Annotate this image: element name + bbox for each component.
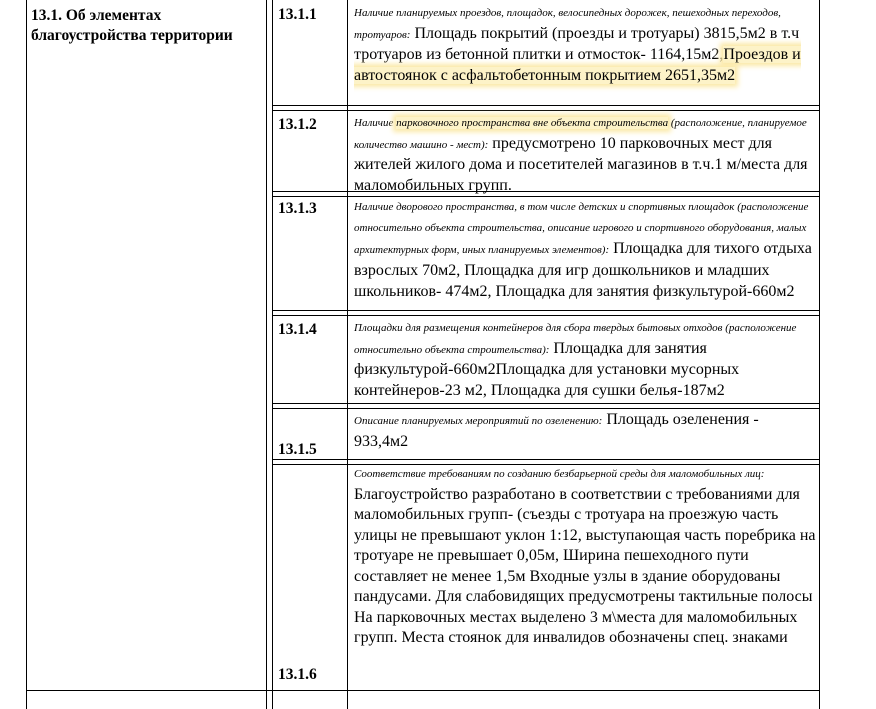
row-separator bbox=[273, 310, 820, 316]
table-bottom-border bbox=[26, 690, 820, 691]
row-label: Наличие bbox=[354, 117, 397, 129]
row-value: Площадка для тихого отдыха взрослых 70м2, Площадка для игр дошкольников и младших школьников- 474м2, Площадка для занятия физкультурой-660м2 bbox=[354, 240, 812, 300]
row-value: Площадка для занятия физкультурой-660м2Площадка для установки мусорных контейнеров-23 м2, Площадка для сушки белья-187м2 bbox=[354, 339, 740, 399]
row-cell bbox=[354, 410, 816, 452]
row-label: Соответствие требованиям по созданию безбарьерной среды для маломобильных лиц: bbox=[354, 468, 765, 480]
row-label: Наличие планируемых проездов, площадок, велосипедных дорожек, пешеходных переходов, тротуаров: bbox=[354, 7, 781, 41]
row-value: Площадь покрытий (проезды и тротуары) 3815,5м2 в т.ч тротуаров из бетонной плитки и отмосток- 1164,15м2, bbox=[354, 24, 800, 63]
row-separator bbox=[273, 403, 820, 409]
row-separator bbox=[273, 105, 820, 111]
row-label: (расположение, планируемое количество машино - мест): bbox=[354, 117, 807, 151]
row-label: Площадки для размещения контейнеров для сбора твердых бытовых отходов (расположение относительно объекта строительства): bbox=[354, 322, 797, 356]
row-cell bbox=[354, 463, 816, 649]
highlighted-label: парковочного пространства вне объекта строительства bbox=[396, 117, 669, 129]
row-cell bbox=[354, 112, 816, 196]
row-number: 13.1.6 bbox=[278, 666, 317, 683]
row-value: Площадь озеленения - 933,4м2 bbox=[354, 411, 759, 450]
row-cell bbox=[354, 317, 816, 401]
row-label: Описание планируемых мероприятий по озеленению: bbox=[354, 415, 603, 427]
section-title: 13.1. Об элементах благоустройства территории bbox=[31, 7, 233, 44]
row-value: предусмотрено 10 парковочных мест для жителей жилого дома и посетителей магазинов в т.ч.1 м/места для маломобильных групп. bbox=[354, 134, 808, 194]
row-label: Наличие дворового пространства, в том числе детских и спортивных площадок (расположение относительно объекта строительства, описание игрового и спортивного оборудования, малых архитектурных форм, иных планируемых элементов): bbox=[354, 201, 809, 256]
table-left-border bbox=[26, 0, 27, 709]
row-number: 13.1.2 bbox=[278, 116, 317, 133]
highlighted-value: Проездов и автостоянок с асфальтобетонным покрытием 2651,35м2 bbox=[354, 46, 801, 84]
row-number: 13.1.3 bbox=[278, 200, 317, 217]
column-divider-double bbox=[266, 0, 273, 709]
row-cell bbox=[354, 2, 816, 86]
row-cell bbox=[354, 196, 816, 302]
row-number: 13.1.1 bbox=[278, 6, 317, 23]
row-number: 13.1.5 bbox=[278, 441, 317, 458]
row-value: Благоустройство разработано в соответствии с требованиями для маломобильных групп- (съезды с тротуара на проезжую часть улицы не превышают уклон 1:12, выступающая часть поребрика на тротуаре не превышает 0,05м, Ширина пешеходного пути составляет не менее 1,5м Входные узлы в здание оборудованы пандусами. Для слабовидящих предусмотрены тактильные полосы На парковочных местах выделено 3 м\места для маломобильных групп. Места стоянок для инвалидов обозначены спец. знаками bbox=[354, 485, 816, 646]
row-number: 13.1.4 bbox=[278, 321, 317, 338]
